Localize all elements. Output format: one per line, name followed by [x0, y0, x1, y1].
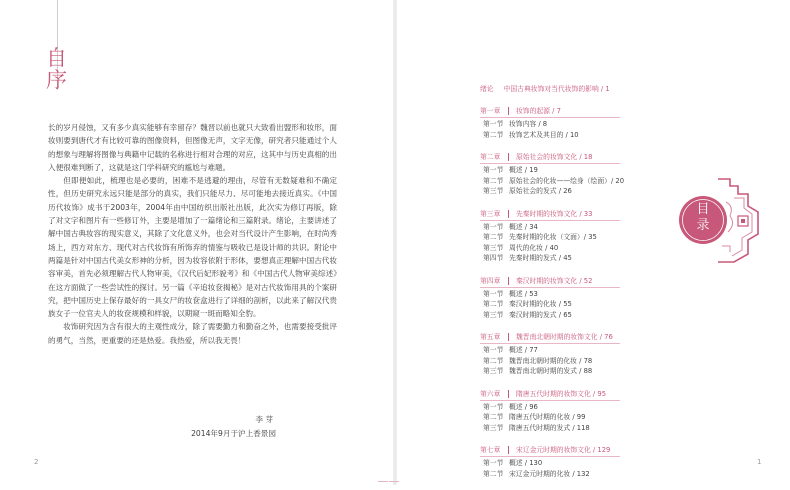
toc-intro-label: 绪论: [480, 85, 494, 93]
contents-badge: [678, 176, 778, 266]
toc-section-item[interactable]: [480, 165, 730, 176]
toc-chapter-divider: [508, 107, 509, 115]
toc-section-item[interactable]: [480, 423, 730, 434]
toc-chapter-divider: [508, 210, 509, 218]
toc-section-number: 第二节: [483, 176, 504, 185]
toc-section-title: 秦汉时期的化妆 / 55: [509, 300, 572, 308]
toc-section-number: 第二节: [483, 413, 504, 421]
toc-section-item[interactable]: [480, 345, 730, 356]
toc-chapter-divider: [508, 390, 509, 398]
toc-section-item[interactable]: [480, 130, 730, 141]
paragraph-2: 但即便如此，梳理也是必要的，困难不是逃避的理由，尽管有无数疑难和不确定性，但历史研究永远只能是部分的真实，我们只能尽力、尽可能地去接近真实。《中国历代妆饰》成书于2003年，2004年由中国纺织出版社出版，此次实为修订再版，除了对文字和图片有一些修订外，主要是增加了一篇绪论和三篇附录。绪论，主要讲述了解中国古典妆容的现实意义，其除了文化意义外，也会对当代设计产生影响，在时尚秀场上，西方对东方、现代对古代妆饰有所饰弃的情鉴与吸收已是设计师的共识。附论中两篇是针对中国古代美女形神的分析，因为妆容依附于形体，要想真正理解中国古代妆容审美，首先必须理解古代人物审美，《汉代后妃形貌考》和《中国古代人物审美综述》在这方面做了一些尝试性的探讨。另一篇《辛追妆奁揭秘》是对古代妆饰用具的个案研究，把中国历史上保存最好的一具女尸的妆奁盒进行了详细的剖析，以此来了解汉代贵族女子一位官夫人的妆奁规模和样貌，以期窥一斑而略知全豹。: [48, 176, 337, 319]
toc-section-item[interactable]: [480, 366, 730, 377]
toc-chapter-heading[interactable]: [480, 275, 730, 287]
toc-section-list: [480, 117, 730, 140]
toc-chapter-title: 秦汉时期的妆饰文化 / 52: [516, 276, 593, 285]
toc-section-number: 第一节: [483, 402, 504, 411]
toc-chapter-rule: [480, 220, 620, 221]
toc-chapter-title: 宋辽金元时期的妆饰文化 / 129: [516, 446, 611, 454]
footer-mark-right: [389, 481, 399, 482]
toc-section-number: 第一节: [483, 222, 504, 231]
toc-section-title: 先秦时期的化妆（文面）/ 35: [509, 233, 597, 241]
toc-section-item[interactable]: [480, 289, 730, 300]
toc-section-number: 第三节: [483, 367, 504, 375]
toc-section-title: 概述 / 77: [509, 346, 538, 354]
toc-section-title: 概述 / 130: [509, 459, 543, 467]
toc-chapter-heading[interactable]: [480, 444, 730, 456]
toc-section-number: 第一节: [483, 346, 504, 354]
toc-chapter-heading[interactable]: [480, 388, 730, 400]
toc-section-number: 第三节: [483, 243, 504, 252]
toc-section-item[interactable]: [480, 469, 730, 480]
toc-section-number: 第三节: [483, 423, 504, 432]
toc-section-title: 原始社会的化妆——绘身（绘面）/ 20: [509, 176, 625, 185]
toc-chapter-number: 第一章: [480, 107, 501, 115]
toc-section-title: 隋唐五代时期的化妆 / 99: [509, 413, 586, 421]
signature-date: 2014年9月于沪上香景园: [191, 429, 276, 438]
toc-chapter-number: 第二章: [480, 153, 501, 161]
toc-section-list: [480, 456, 730, 479]
toc-chapter: [480, 105, 730, 140]
toc-section-list: [480, 400, 730, 434]
toc-section-title: 魏晋南北朝时期的发式 / 88: [509, 367, 593, 375]
toc-section-title: 概述 / 53: [509, 289, 538, 298]
toc-chapter-title: 魏晋南北朝时期的妆饰文化 / 76: [516, 333, 613, 341]
toc-section-title: 隋唐五代时期的发式 / 118: [509, 423, 590, 432]
badge-char-2: 录: [696, 218, 710, 233]
toc-chapter-rule: [480, 117, 620, 118]
toc-section-item[interactable]: [480, 119, 730, 130]
toc-chapter-rule: [480, 456, 620, 457]
toc-chapter: [480, 331, 730, 377]
toc-chapter-rule: [480, 343, 620, 344]
contents-badge-label: [686, 202, 720, 234]
toc-section-title: 原始社会的发式 / 26: [509, 187, 572, 195]
toc-chapter-title: 妆饰的起源 / 7: [516, 107, 561, 115]
toc-section-list: [480, 343, 730, 377]
toc-section-number: 第一节: [483, 459, 504, 467]
toc-chapter-rule: [480, 163, 620, 164]
badge-char-1: 目: [696, 202, 710, 217]
toc-chapter-heading[interactable]: [480, 331, 730, 343]
toc-chapter-title: 隋唐五代时期的妆饰文化 / 95: [516, 389, 607, 398]
right-page: [395, 0, 790, 485]
author-signature: 李 芽: [255, 415, 273, 424]
toc-chapter-divider: [508, 153, 509, 161]
toc-section-item[interactable]: [480, 299, 730, 310]
footer-mark-left: [378, 481, 388, 482]
toc-chapter-number: 第五章: [480, 333, 501, 341]
toc-section-list: [480, 287, 730, 321]
left-page: [0, 0, 395, 485]
toc-section-number: 第一节: [483, 166, 504, 174]
toc-section-number: 第二节: [483, 233, 504, 241]
toc-section-item[interactable]: [480, 356, 730, 367]
title-char-1: 自: [46, 46, 67, 70]
toc-section-title: 先秦时期的发式 / 45: [509, 254, 572, 262]
toc-chapter-rule: [480, 400, 620, 401]
toc-section-item[interactable]: [480, 458, 730, 469]
toc-section-title: 概述 / 34: [509, 222, 538, 231]
toc-chapter-heading[interactable]: [480, 105, 730, 117]
toc-section-title: 周代的化妆 / 40: [509, 243, 559, 252]
preface-body: [48, 121, 337, 347]
toc-section-number: 第一节: [483, 289, 504, 298]
toc-chapter-divider: [508, 446, 509, 454]
toc-intro-title: 中国古典妆饰对当代妆饰的影响 / 1: [503, 85, 610, 93]
toc-chapter-number: 第四章: [480, 276, 501, 285]
toc-chapter-heading[interactable]: [480, 151, 730, 163]
toc-section-number: 第一节: [483, 120, 504, 128]
toc-intro[interactable]: [480, 84, 730, 94]
toc-section-title: 宋辽金元时期的化妆 / 132: [509, 469, 590, 478]
toc-section-number: 第二节: [483, 469, 504, 478]
toc-section-number: 第三节: [483, 310, 504, 319]
paragraph-1: 长的岁月侵蚀，又有多少真实能够有幸留存？魏晋以前也就只大致看出盟形和妆形，面妆则要到唐代才有比较可靠的图像资料，但图像无声，文字无像，研究者只能通过个人的想象与理解将图像与典籍中记载的名称进行相对合理的对应，这其中与历史真相的出入便很难判断了，这就是这门学科研究的尴尬与难题。: [48, 123, 337, 172]
toc-section-title: 妆饰内容 / 8: [509, 120, 548, 128]
toc-section-number: 第四节: [483, 254, 504, 262]
toc-section-item[interactable]: [480, 402, 730, 413]
toc-chapter: [480, 388, 730, 434]
toc-chapter-list: [480, 105, 730, 479]
toc-chapter-number: 第七章: [480, 446, 501, 454]
toc-section-item[interactable]: [480, 310, 730, 321]
toc-section-number: 第二节: [483, 300, 504, 308]
toc-chapter-title: 原始社会的妆饰文化 / 18: [516, 153, 593, 161]
toc-chapter-divider: [508, 277, 509, 285]
toc-section-item[interactable]: [480, 412, 730, 423]
page-number-right: 1: [757, 458, 762, 466]
page-number-left: 2: [34, 458, 39, 466]
title-char-2: 序: [46, 68, 67, 92]
toc-chapter: [480, 444, 730, 479]
toc-section-title: 概述 / 96: [509, 402, 538, 411]
toc-section-number: 第三节: [483, 187, 504, 195]
paragraph-3: 妆饰研究因为含有很大的主观性成分，除了需要勤力和勤奋之外，也需要接受批评的勇气，当然，更重要的还是热爱。我热爱，所以我无畏！: [48, 322, 337, 345]
toc-section-title: 秦汉时期的发式 / 65: [509, 310, 572, 319]
toc-chapter-title: 先秦时期的妆饰文化 / 33: [516, 209, 593, 218]
toc-chapter-number: 第三章: [480, 209, 501, 218]
toc-section-number: 第二节: [483, 356, 504, 365]
toc-section-title: 妆饰艺术及其目的 / 10: [509, 130, 579, 139]
toc-section-title: 魏晋南北朝时期的化妆 / 78: [509, 356, 593, 365]
toc-chapter-number: 第六章: [480, 389, 501, 398]
table-of-contents: [480, 84, 730, 490]
toc-chapter-divider: [508, 333, 509, 341]
toc-chapter-rule: [480, 287, 620, 288]
toc-chapter: [480, 275, 730, 321]
toc-section-number: 第二节: [483, 130, 504, 139]
toc-section-title: 概述 / 19: [509, 166, 538, 174]
